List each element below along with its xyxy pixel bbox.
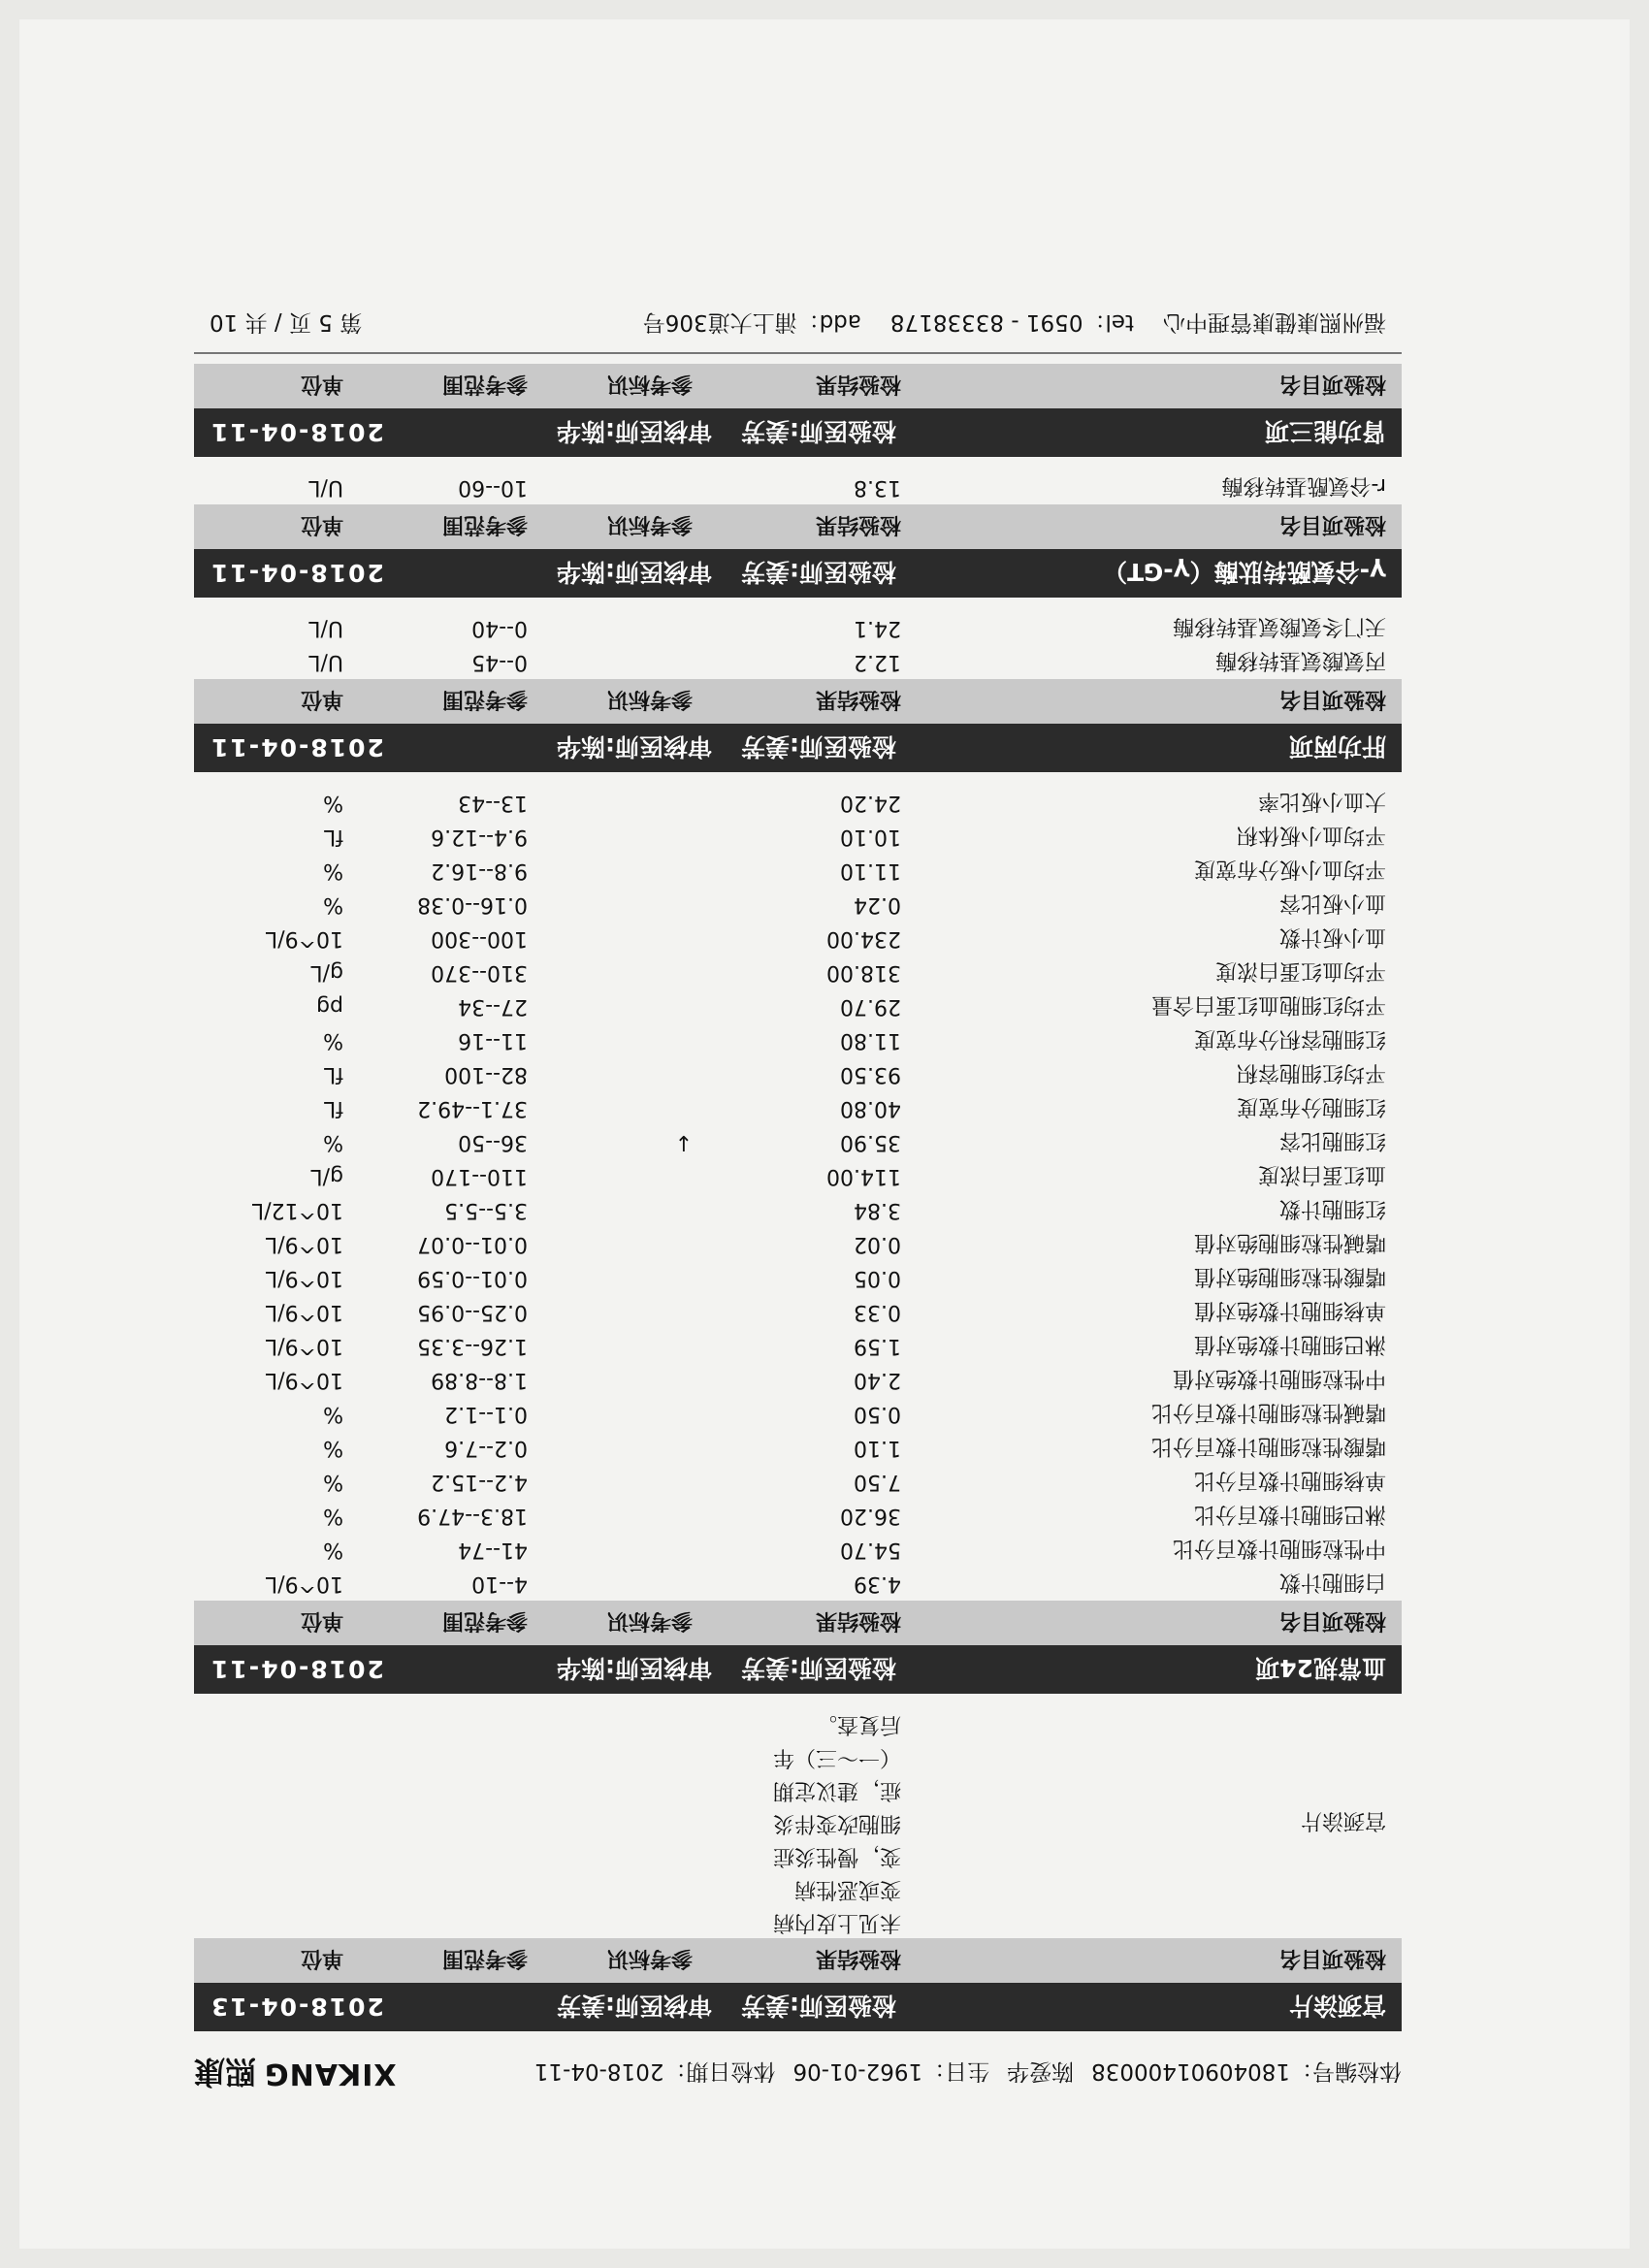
cell-unit: fL (323, 1062, 343, 1086)
column-flag: 参考标识 (606, 512, 693, 537)
table-row (194, 1431, 1402, 1465)
cell-result: 7.50 (854, 1470, 901, 1494)
cell-range: 1.8--8.89 (431, 1368, 528, 1392)
cell-unit: 10^9/L (265, 1571, 343, 1596)
tester-doctor: 检验医师:姜芳 (741, 417, 896, 445)
cell-item: 平均血红蛋白浓度 (1214, 958, 1386, 983)
column-unit: 单位 (300, 1608, 343, 1634)
section (194, 611, 1402, 772)
cell-result: 0.50 (854, 1402, 901, 1426)
column-item: 检验项目名 (1278, 512, 1386, 537)
section-name: γ-谷氨酰转肽酶（γ-GT） (1103, 558, 1386, 586)
section-date: 2018-04-11 (210, 733, 384, 762)
cell-item: 白细胞计数 (1278, 1570, 1386, 1594)
cell-item: 红细胞比容 (1278, 1128, 1386, 1152)
column-item: 检验项目名 (1278, 372, 1386, 397)
cell-range: 310--370 (431, 960, 528, 985)
cell-result: 24.1 (854, 616, 901, 640)
cell-range: 27--34 (458, 994, 528, 1019)
cell-item: 嗜酸性粒细胞绝对值 (1193, 1264, 1386, 1288)
cell-result: 11.80 (840, 1028, 901, 1053)
section-title-bar (194, 1645, 1402, 1694)
cell-item: 单核细胞计数绝对值 (1193, 1298, 1386, 1322)
cell-item: 单核细胞计数百分比 (1193, 1468, 1386, 1492)
report-header (194, 2045, 1402, 2103)
cell-result: 0.33 (854, 1300, 901, 1324)
cell-result: 54.70 (840, 1538, 901, 1562)
section-date: 2018-04-13 (210, 1993, 384, 2022)
footer-divider (194, 352, 1402, 354)
section-title-bar (194, 1983, 1402, 2031)
cell-range: 13--43 (458, 791, 528, 815)
cell-unit: pg (316, 994, 343, 1019)
cell-result: 24.20 (840, 791, 901, 815)
cell-range: 0.01--0.07 (417, 1232, 528, 1256)
table-row (194, 1363, 1402, 1397)
cell-range: 11--16 (458, 1028, 528, 1053)
cell-range: 41--74 (458, 1538, 528, 1562)
column-range: 参考范围 (441, 1608, 528, 1634)
cell-result: 318.00 (826, 960, 901, 985)
cell-range: 0.2--7.6 (444, 1436, 528, 1460)
section-date: 2018-04-11 (210, 1655, 384, 1684)
column-header (194, 504, 1402, 549)
cell-unit: g/L (310, 960, 343, 985)
reviewer-doctor: 审核医师:陈华 (557, 732, 712, 761)
table-row (194, 1707, 1402, 1938)
cell-range: 4--10 (471, 1571, 528, 1596)
cell-item: r-谷氨酰基转移酶 (1221, 473, 1386, 498)
column-unit: 单位 (300, 372, 343, 397)
cell-range: 18.3--47.9 (417, 1504, 528, 1528)
reviewer-doctor: 审核医师:陈华 (557, 417, 712, 445)
cell-result: 11.10 (840, 859, 901, 883)
table-row (194, 854, 1402, 888)
column-header (194, 364, 1402, 408)
cell-unit: % (323, 1028, 343, 1053)
cell-range: 0--45 (471, 650, 528, 674)
cell-item: 红细胞容积分布宽度 (1193, 1026, 1386, 1051)
cell-result: 4.39 (854, 1571, 901, 1596)
section-name: 宫颈涂片 (1288, 1992, 1386, 2020)
cell-item: 嗜酸性粒细胞计数百分比 (1150, 1434, 1386, 1458)
column-range: 参考范围 (441, 512, 528, 537)
column-flag: 参考标识 (606, 1608, 693, 1634)
report-sheet (19, 19, 1630, 2249)
cell-unit: % (323, 1130, 343, 1154)
section-date: 2018-04-11 (210, 559, 384, 588)
cell-unit: 10^9/L (265, 1368, 343, 1392)
cell-item: 平均红细胞血红蛋白含量 (1150, 992, 1386, 1017)
table-row (194, 1057, 1402, 1091)
center-tel: tel：0591 - 83338178 (889, 309, 1134, 335)
report-content (194, 297, 1402, 2103)
cell-unit: U/L (308, 475, 343, 500)
section (194, 470, 1402, 598)
cell-unit: % (323, 1504, 343, 1528)
report-footer (194, 297, 1402, 352)
tester-doctor: 检验医师:姜芳 (741, 1992, 896, 2020)
cell-flag: ↓ (674, 1130, 693, 1154)
column-item: 检验项目名 (1278, 687, 1386, 712)
cell-range: 9.4--12.6 (431, 825, 528, 849)
column-item: 检验项目名 (1278, 1608, 1386, 1634)
cell-unit: % (323, 791, 343, 815)
table-row (194, 1091, 1402, 1125)
cell-item: 嗜碱性粒细胞计数百分比 (1150, 1400, 1386, 1424)
table-row (194, 1329, 1402, 1363)
cell-unit: 10^9/L (265, 1334, 343, 1358)
table-row (194, 611, 1402, 645)
column-result: 检验结果 (815, 1946, 901, 1971)
cell-unit: % (323, 1402, 343, 1426)
cell-result: 36.20 (840, 1504, 901, 1528)
cell-range: 0.16--0.38 (417, 892, 528, 917)
cell-unit: g/L (310, 1164, 343, 1188)
table-row (194, 1261, 1402, 1295)
table-row (194, 1125, 1402, 1159)
cell-item: 中性粒细胞计数绝对值 (1172, 1366, 1386, 1390)
cell-range: 82--100 (444, 1062, 528, 1086)
cell-result: 0.02 (854, 1232, 901, 1256)
column-result: 检验结果 (815, 687, 901, 712)
birth-date: 生日：1962-01-06 (792, 2058, 990, 2085)
table-row (194, 1227, 1402, 1261)
cell-unit: 10^9/L (265, 1232, 343, 1256)
cell-result: 2.40 (854, 1368, 901, 1392)
cell-result: 93.50 (840, 1062, 901, 1086)
cell-item: 天门冬氨酸氨基转移酶 (1172, 614, 1386, 638)
cell-item: 宫颈涂片 (1300, 1808, 1386, 1833)
table-row (194, 1397, 1402, 1431)
table-row (194, 645, 1402, 679)
column-result: 检验结果 (815, 512, 901, 537)
cell-item: 红细胞计数 (1278, 1196, 1386, 1220)
table-row (194, 1533, 1402, 1567)
table-row (194, 1567, 1402, 1601)
table-row (194, 1023, 1402, 1057)
reviewer-doctor: 审核医师:姜芳 (557, 1992, 712, 2020)
cell-result: 3.84 (854, 1198, 901, 1222)
cell-result: 1.59 (854, 1334, 901, 1358)
cell-unit: % (323, 859, 343, 883)
patient-meta (534, 2058, 1402, 2090)
cell-range: 0--40 (471, 616, 528, 640)
cell-range: 9.8--16.2 (431, 859, 528, 883)
cell-unit: % (323, 1538, 343, 1562)
table-row (194, 1295, 1402, 1329)
column-item: 检验项目名 (1278, 1946, 1386, 1971)
cell-range: 0.1--1.2 (444, 1402, 528, 1426)
cell-result: 114.00 (826, 1164, 901, 1188)
cell-range: 3.5--5.5 (444, 1198, 528, 1222)
cell-range: 0.01--0.59 (417, 1266, 528, 1290)
cell-item: 血红蛋白浓度 (1257, 1162, 1386, 1186)
table-row (194, 922, 1402, 956)
tester-doctor: 检验医师:姜芳 (741, 1654, 896, 1682)
cell-unit: % (323, 1436, 343, 1460)
cell-result: 0.24 (854, 892, 901, 917)
cell-unit: 10^12/L (251, 1198, 343, 1222)
cell-unit: fL (323, 1096, 343, 1120)
cell-range: 0.25--0.95 (417, 1300, 528, 1324)
cell-result: 234.00 (826, 926, 901, 951)
patient-name: 陈爱华 (1007, 2058, 1075, 2085)
section-name: 血常规24项 (1255, 1654, 1386, 1682)
column-unit: 单位 (300, 512, 343, 537)
cell-unit: U/L (308, 650, 343, 674)
table-row (194, 820, 1402, 854)
cell-result: 10.10 (840, 825, 901, 849)
section-name: 肝功两项 (1288, 732, 1386, 761)
reviewer-doctor: 审核医师:陈华 (557, 558, 712, 586)
column-flag: 参考标识 (606, 372, 693, 397)
column-header (194, 1938, 1402, 1983)
section (194, 1707, 1402, 2031)
cell-unit: 10^9/L (265, 1300, 343, 1324)
cell-result: 未见上皮内病 变或恶性病 变，慢性炎症 细胞改变伴炎 症，建议定期 （一～三）年 后复查。 (772, 1712, 901, 1934)
cell-unit: % (323, 892, 343, 917)
section-name: 肾功能三项 (1264, 417, 1386, 445)
cell-range: 110--170 (431, 1164, 528, 1188)
table-row (194, 1499, 1402, 1533)
cell-unit: % (323, 1470, 343, 1494)
section-title-bar (194, 549, 1402, 598)
tester-doctor: 检验医师:姜芳 (741, 732, 896, 761)
reviewer-doctor: 审核医师:陈华 (557, 1654, 712, 1682)
cell-range: 10--60 (458, 475, 528, 500)
cell-item: 中性粒细胞计数百分比 (1172, 1536, 1386, 1560)
section (194, 364, 1402, 457)
sections-container (194, 364, 1402, 2031)
cell-unit: 10^9/L (265, 926, 343, 951)
cell-result: 40.80 (840, 1096, 901, 1120)
cell-result: 1.10 (854, 1436, 901, 1460)
section-title-bar (194, 724, 1402, 772)
column-range: 参考范围 (441, 687, 528, 712)
cell-item: 平均红细胞容积 (1236, 1060, 1386, 1085)
table-row (194, 1193, 1402, 1227)
cell-result: 35.90 (840, 1130, 901, 1154)
cell-item: 嗜碱性粒细胞绝对值 (1193, 1230, 1386, 1254)
column-result: 检验结果 (815, 1608, 901, 1634)
cell-range: 36--50 (458, 1130, 528, 1154)
center-address: add：浦上大道306号 (642, 309, 861, 335)
tester-doctor: 检验医师:姜芳 (741, 558, 896, 586)
cell-range: 37.1--49.2 (417, 1096, 528, 1120)
xikang-logo: XIKANG 熙康 (194, 2054, 397, 2091)
cell-item: 丙氨酸氨基转移酶 (1214, 648, 1386, 672)
table-row (194, 1465, 1402, 1499)
cell-item: 平均血小板体积 (1236, 823, 1386, 847)
cell-item: 大血小板比率 (1257, 789, 1386, 813)
cell-unit: 10^9/L (265, 1266, 343, 1290)
cell-result: 13.8 (854, 475, 901, 500)
cell-result: 0.05 (854, 1266, 901, 1290)
cell-result: 12.2 (854, 650, 901, 674)
cell-item: 血小板计数 (1278, 924, 1386, 949)
cell-range: 4.2--15.2 (431, 1470, 528, 1494)
center-name: 福州熙康健康管理中心 (1163, 309, 1386, 335)
table-row (194, 888, 1402, 922)
column-flag: 参考标识 (606, 1946, 693, 1971)
cell-item: 血小板比容 (1278, 891, 1386, 915)
cell-item: 红细胞分布宽度 (1236, 1094, 1386, 1118)
section-date: 2018-04-11 (210, 418, 384, 447)
column-unit: 单位 (300, 1946, 343, 1971)
column-flag: 参考标识 (606, 687, 693, 712)
cell-range: 1.26--3.35 (417, 1334, 528, 1358)
column-range: 参考范围 (441, 1946, 528, 1971)
column-result: 检验结果 (815, 372, 901, 397)
column-header (194, 679, 1402, 724)
cell-range: 100--300 (431, 926, 528, 951)
cell-unit: U/L (308, 616, 343, 640)
section-title-bar (194, 408, 1402, 457)
exam-number: 体检编号：18040901400038 (1091, 2058, 1402, 2085)
table-row (194, 470, 1402, 504)
exam-date: 体检日期：2018-04-11 (534, 2058, 776, 2085)
cell-result: 29.70 (840, 994, 901, 1019)
section (194, 786, 1402, 1694)
column-range: 参考范围 (441, 372, 528, 397)
cell-item: 平均血小板分布宽度 (1193, 857, 1386, 881)
column-header (194, 1601, 1402, 1645)
page-number: 第 5 页 / 共 10 (210, 309, 363, 335)
table-row (194, 989, 1402, 1023)
table-row (194, 786, 1402, 820)
cell-item: 淋巴细胞计数绝对值 (1193, 1332, 1386, 1356)
cell-item: 淋巴细胞计数百分比 (1193, 1502, 1386, 1526)
column-unit: 单位 (300, 687, 343, 712)
cell-unit: fL (323, 825, 343, 849)
table-row (194, 1159, 1402, 1193)
table-row (194, 956, 1402, 989)
